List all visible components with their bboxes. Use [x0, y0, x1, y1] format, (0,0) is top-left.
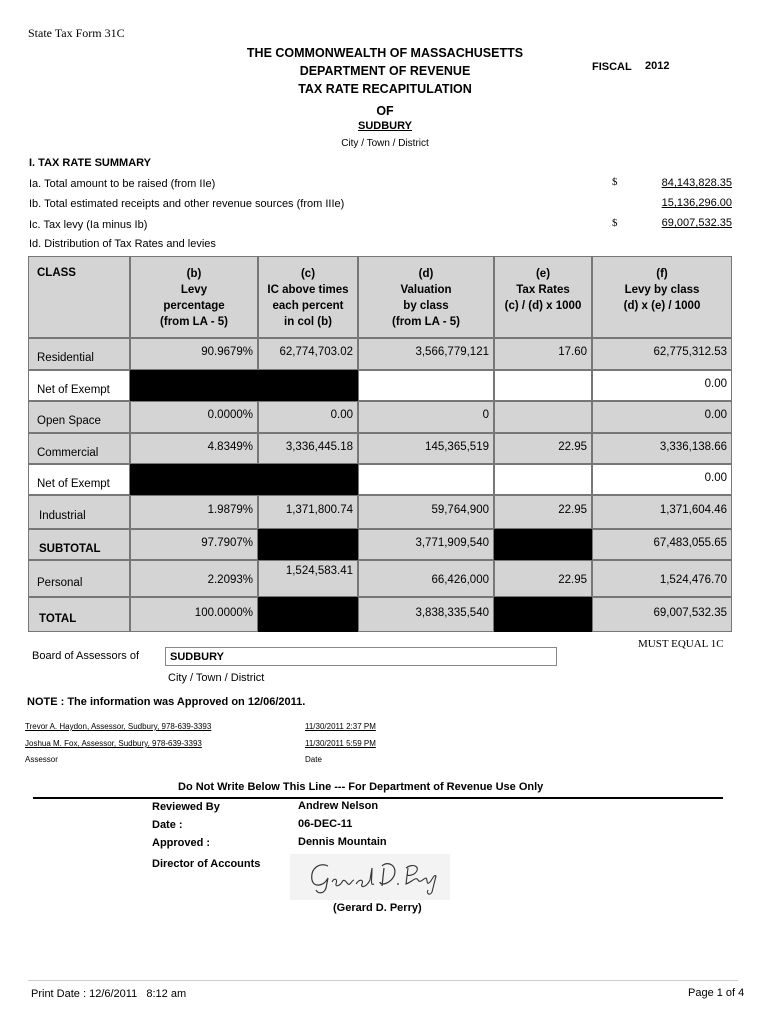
cell-value: 100.0000%: [194, 606, 253, 619]
cell-industrial-e: [494, 495, 592, 529]
header-c-line: (c): [300, 268, 316, 280]
header-d-line: Valuation: [400, 284, 452, 296]
cell-industrial-label: [28, 495, 130, 529]
header-b: [130, 256, 258, 338]
header-b-line: (from LA - 5): [160, 316, 228, 328]
cell-residential-d: [358, 338, 494, 370]
header-d-line: (from LA - 5): [392, 316, 460, 328]
cell-residential-label: [28, 338, 130, 370]
cell-personal-f: [592, 560, 732, 597]
summary-ic-currency: $: [612, 217, 618, 229]
cell-total-c: [258, 597, 358, 632]
divider: [33, 797, 723, 799]
header-e-line: (e): [535, 268, 551, 280]
signature-image: [290, 854, 450, 900]
cell-value: 66,426,000: [431, 573, 489, 586]
cell-value: 0.0000%: [207, 409, 253, 421]
cell-value: 4.8349%: [207, 440, 253, 453]
cell-personal-d: [358, 560, 494, 597]
cell-value: 0.00: [704, 377, 727, 390]
approved-value: Dennis Mountain: [298, 836, 387, 848]
cell-industrial-d: [358, 495, 494, 529]
header-b-line: Levy: [180, 284, 208, 296]
town-caption: City / Town / District: [341, 138, 429, 149]
assessors-town: SUDBURY: [170, 651, 224, 663]
cell-net-of-exempt-f: [592, 464, 732, 495]
cell-total-f: [592, 597, 732, 632]
header-e-line: Tax Rates: [516, 284, 570, 296]
row-label: Industrial: [39, 510, 86, 522]
cell-commercial-e: [494, 433, 592, 464]
cell-open-space-b: [130, 401, 258, 433]
row-label: Net of Exempt: [37, 383, 110, 396]
header-d-line: by class: [403, 300, 449, 312]
assessor-signature-2: Joshua M. Fox, Assessor, Sudbury, 978-639-3393: [25, 739, 202, 748]
header-class: [28, 256, 130, 338]
summary-ia-value: 84,143,828.35: [661, 177, 732, 189]
cell-total-d: [358, 597, 494, 632]
cell-subtotal-c: [258, 529, 358, 560]
cell-net-of-exempt-b: [130, 370, 258, 401]
header-d: [358, 256, 494, 338]
cell-net-of-exempt-label: [28, 370, 130, 401]
must-equal-note: MUST EQUAL 1C: [638, 638, 724, 650]
cell-personal-b: [130, 560, 258, 597]
cell-value: 22.95: [558, 440, 587, 453]
cell-value: 62,775,312.53: [653, 346, 727, 358]
header-b-line: (b): [186, 268, 202, 280]
cell-commercial-b: [130, 433, 258, 464]
cell-industrial-f: [592, 495, 732, 529]
cell-net-of-exempt-f: [592, 370, 732, 401]
cell-personal-e: [494, 560, 592, 597]
header-e: [494, 256, 592, 338]
row-label: Commercial: [37, 446, 99, 459]
cell-open-space-label: [28, 401, 130, 433]
reviewed-label: Reviewed By: [152, 801, 220, 813]
header-f-line: (d) x (e) / 1000: [623, 300, 701, 312]
page-title: [0, 44, 770, 120]
header-class-label: CLASS: [37, 267, 76, 279]
header-f-line: Levy by class: [624, 284, 700, 296]
title-line-1: THE COMMONWEALTH OF MASSACHUSETTS: [246, 46, 524, 60]
header-d-line: (d): [418, 268, 434, 280]
cell-subtotal-label: [28, 529, 130, 560]
cell-industrial-c: [258, 495, 358, 529]
assessors-caption: City / Town / District: [168, 672, 265, 684]
header-b-line: percentage: [163, 300, 225, 312]
row-label: Residential: [37, 352, 94, 364]
header-c-line: in col (b): [284, 316, 332, 328]
summary-ic-label: Ic. Tax levy (Ia minus Ib): [29, 219, 148, 231]
cell-value: 0.00: [704, 409, 727, 421]
cell-commercial-label: [28, 433, 130, 464]
cell-net-of-exempt-c: [258, 370, 358, 401]
cell-value: 3,336,138.66: [659, 440, 727, 453]
cell-commercial-c: [258, 433, 358, 464]
assessors-town-field: [165, 647, 557, 666]
cell-value: 67,483,055.65: [653, 536, 727, 549]
cell-value: 62,774,703.02: [279, 346, 353, 358]
cell-net-of-exempt-label: [28, 464, 130, 495]
header-f-line: (f): [656, 268, 668, 280]
cell-value: 22.95: [558, 504, 587, 516]
cell-value: 0.00: [704, 471, 727, 484]
cell-net-of-exempt-c: [258, 464, 358, 495]
cell-value: 145,365,519: [425, 440, 489, 453]
cell-value: 0: [482, 409, 489, 421]
cell-net-of-exempt-d: [358, 370, 494, 401]
title-of: OF: [376, 104, 394, 118]
cell-open-space-c: [258, 401, 358, 433]
row-label: SUBTOTAL: [39, 542, 101, 555]
fiscal-year: 2012: [645, 60, 670, 72]
cell-total-label: [28, 597, 130, 632]
header-c-line: IC above times: [267, 284, 349, 296]
cell-net-of-exempt-e: [494, 464, 592, 495]
cell-value: 69,007,532.35: [653, 606, 727, 619]
summary-title: I. TAX RATE SUMMARY: [29, 157, 152, 169]
cell-net-of-exempt-d: [358, 464, 494, 495]
date-caption: Date: [305, 755, 322, 764]
cell-subtotal-e: [494, 529, 592, 560]
header-f: [592, 256, 732, 338]
summary-ia-currency: $: [612, 176, 618, 188]
cell-value: 3,336,445.18: [285, 440, 353, 453]
cell-open-space-d: [358, 401, 494, 433]
cell-open-space-f: [592, 401, 732, 433]
header-c: [258, 256, 358, 338]
cell-value: 3,771,909,540: [415, 536, 489, 549]
date-label: Date :: [152, 819, 183, 831]
cell-residential-e: [494, 338, 592, 370]
cell-residential-f: [592, 338, 732, 370]
summary-ic-value: 69,007,532.35: [661, 217, 732, 229]
cell-value: 1,524,583.41: [285, 565, 353, 577]
row-label: Net of Exempt: [37, 477, 110, 490]
assessor-date-1: 11/30/2011 2:37 PM: [305, 722, 376, 731]
cell-value: 22.95: [558, 573, 587, 586]
cell-value: 0.00: [330, 409, 353, 421]
cell-personal-c: [258, 560, 358, 597]
cell-net-of-exempt-b: [130, 464, 258, 495]
cell-total-e: [494, 597, 592, 632]
cell-subtotal-d: [358, 529, 494, 560]
cell-total-b: [130, 597, 258, 632]
cell-commercial-d: [358, 433, 494, 464]
row-label: Personal: [37, 576, 83, 589]
header-e-line: (c) / (d) x 1000: [504, 300, 582, 312]
cell-residential-b: [130, 338, 258, 370]
cell-value: 2.2093%: [207, 573, 253, 586]
header-c-line: each percent: [272, 300, 344, 312]
assessor-caption: Assessor: [25, 755, 58, 764]
director-name: (Gerard D. Perry): [333, 902, 422, 914]
cell-value: 97.7907%: [201, 536, 253, 549]
cell-value: 1,524,476.70: [659, 573, 727, 586]
footer-divider: [28, 980, 738, 981]
cell-value: 90.9679%: [201, 346, 253, 358]
assessors-label: Board of Assessors of: [32, 650, 139, 662]
approval-note: NOTE : The information was Approved on 12/06/2011.: [27, 696, 306, 708]
summary-ib-label: Ib. Total estimated receipts and other revenue sources (from IIIe): [29, 198, 345, 210]
cell-subtotal-f: [592, 529, 732, 560]
print-date: Print Date : 12/6/2011 8:12 am: [31, 988, 187, 1000]
approved-label: Approved :: [152, 837, 211, 849]
assessor-signature-1: Trevor A. Haydon, Assessor, Sudbury, 978-639-3393: [25, 722, 212, 731]
director-label: Director of Accounts: [152, 858, 261, 870]
row-label: Open Space: [37, 415, 101, 427]
cell-residential-c: [258, 338, 358, 370]
town-name: SUDBURY: [358, 120, 412, 132]
form-id: State Tax Form 31C: [28, 26, 125, 40]
cell-value: 1.9879%: [207, 504, 253, 516]
cell-net-of-exempt-e: [494, 370, 592, 401]
assessor-date-2: 11/30/2011 5:59 PM: [305, 739, 376, 748]
cell-value: 3,566,779,121: [415, 346, 489, 358]
cell-commercial-f: [592, 433, 732, 464]
fiscal-label: FISCAL: [592, 61, 632, 73]
summary-id-label: Id. Distribution of Tax Rates and levies: [29, 238, 216, 250]
reviewed-value: Andrew Nelson: [298, 800, 379, 812]
title-line-3: TAX RATE RECAPITULATION: [298, 82, 472, 96]
signature-icon: [290, 854, 450, 900]
cell-value: 17.60: [558, 346, 587, 358]
page-number: Page 1 of 4: [688, 987, 745, 999]
cell-industrial-b: [130, 495, 258, 529]
cell-personal-label: [28, 560, 130, 597]
cell-value: 1,371,604.46: [659, 504, 727, 516]
dor-heading: Do Not Write Below This Line --- For Department of Revenue Use Only: [178, 781, 544, 793]
date-value: 06-DEC-11: [298, 818, 353, 830]
cell-value: 3,838,335,540: [415, 606, 489, 619]
cell-value: 1,371,800.74: [285, 504, 353, 516]
cell-open-space-e: [494, 401, 592, 433]
row-label: TOTAL: [39, 612, 77, 625]
cell-value: 59,764,900: [431, 504, 489, 516]
title-line-2: DEPARTMENT OF REVENUE: [299, 64, 471, 78]
cell-subtotal-b: [130, 529, 258, 560]
summary-ib-value: 15,136,296.00: [661, 197, 732, 209]
summary-ia-label: Ia. Total amount to be raised (from IIe): [29, 178, 216, 190]
